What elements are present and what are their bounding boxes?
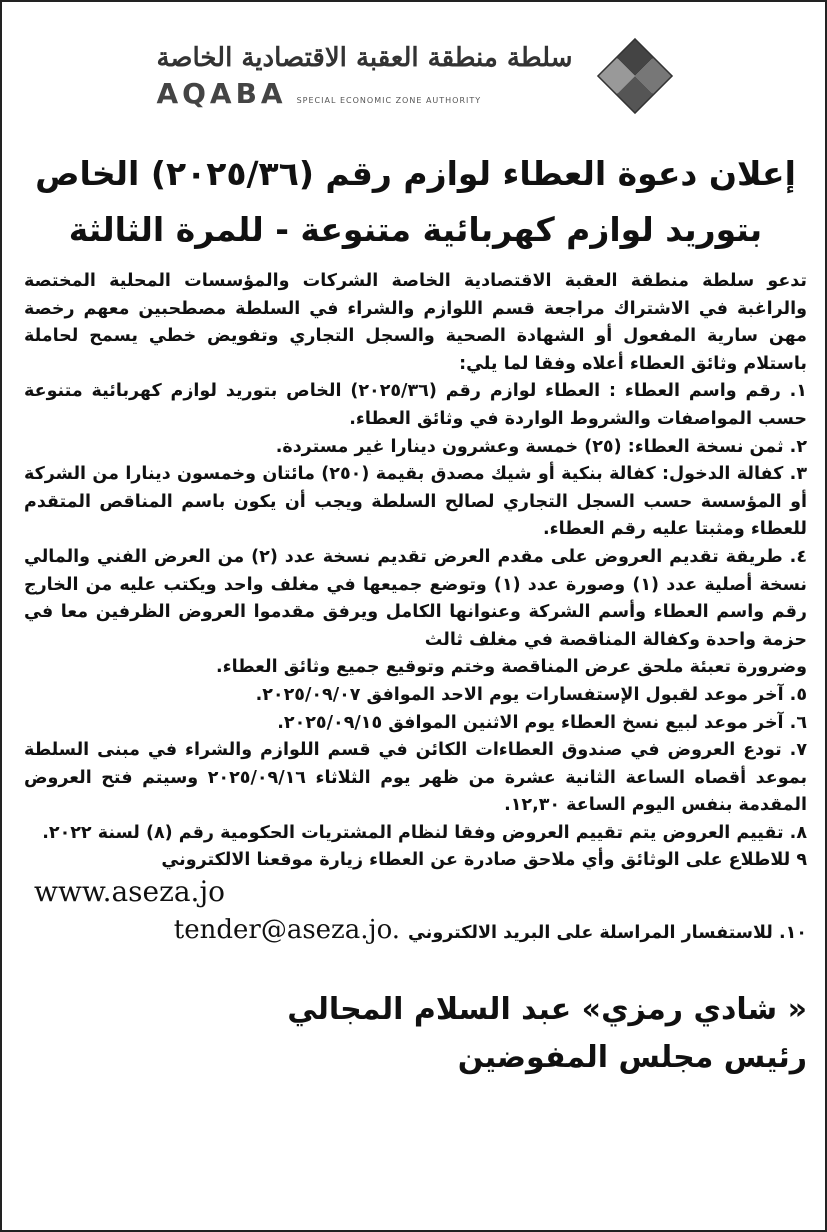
condition-item: ٥. آخر موعد لقبول الإستفسارات يوم الاحد الموافق ٢٠٢٥/٠٩/٠٧. xyxy=(255,684,807,705)
logo-english-name: AQABA xyxy=(156,76,287,110)
condition-item: ٤. طريقة تقديم العروض على مقدم العرض تقديم نسخة عدد (٢) من العرض الفني والمالي نسخة أصلية عدد (١) وصورة عدد (١) وتوضع جميعها في مغلف واحد ويكتب عليه من الخارج رقم واسم العطاء وأسم الشركة وعنوانها الكامل ويرفق مقدموا العروض الظرفين معا في حزمة واحدة وكفالة المناقصة في مغلف ثالث xyxy=(24,546,807,650)
logo-english-row xyxy=(156,77,481,110)
condition-item: ٨. تقييم العروض يتم تقييم العروض وفقا لنظام المشتريات الحكومية رقم (٨) لسنة ٢٠٢٢. xyxy=(42,822,807,843)
website-link[interactable]: www.aseza.jo xyxy=(34,875,225,909)
logo-arabic-name: سلطة منطقة العقبة الاقتصادية الخاصة xyxy=(156,42,573,73)
logo-subtitle: SPECIAL ECONOMIC ZONE AUTHORITY xyxy=(296,95,482,105)
condition-item: ١. رقم واسم العطاء : العطاء لوازم رقم (٢٠٢٥/٣٦) الخاص بتوريد لوازم كهربائية متنوعة حسب المواصفات والشروط الواردة في وثائق العطاء. xyxy=(24,381,807,429)
condition-item: ٩ للاطلاع على الوثائق وأي ملاحق صادرة عن العطاء زيارة موقعنا الالكتروني xyxy=(161,850,807,871)
aseza-logo-icon xyxy=(595,36,675,116)
condition-item: ٧. تودع العروض في صندوق العطاءات الكائن في قسم اللوازم والشراء في مبنى السلطة بموعد أقصاه الساعة الثانية عشرة من ظهر يوم الثلاثاء ٢٠٢٥/٠٩/١٦ وسيتم فتح العروض المقدمة بنفس اليوم الساعة ١٢,٣٠. xyxy=(24,740,808,816)
title-line-2: بتوريد لوازم كهربائية متنوعة - للمرة الثالثة xyxy=(68,210,763,249)
intro-paragraph: تدعو سلطة منطقة العقبة الاقتصادية الخاصة الشركات والمؤسسات المحلية المختصة والراغبة في الاشتراك مراجعة قسم اللوازم والشراء في السلطة مصطحبين معهم رخصة مهن سارية المفعول أو الشهادة الصحية والسجل التجاري وتفويض خطي يسمح لحاملة باستلام وثائق العطاء أعلاه وفقا لما يلي: xyxy=(24,271,807,374)
conditions-list xyxy=(24,378,807,875)
condition-item: وضرورة تعبئة ملحق عرض المناقصة وختم وتوقيع جميع وثائق العطاء. xyxy=(215,657,807,678)
email-label: ١٠. للاستفسار المراسلة على البريد الالكتروني xyxy=(408,923,807,944)
signatory-name: « شادي رمزي» عبد السلام المجالي xyxy=(287,992,807,1028)
condition-item: ٢. ثمن نسخة العطاء: (٢٥) خمسة وعشرون دينارا غير مستردة. xyxy=(275,436,807,457)
announcement-title xyxy=(24,146,807,258)
header xyxy=(24,28,807,124)
condition-item: ٣. كفالة الدخول: كفالة بنكية أو شيك مصدق بقيمة (٢٥٠) مائتان وخمسون دينارا من الشركة أو المؤسسة حسب السجل التجاري لصالح السلطة ويجب أن يكون باسم المناقص المتقدم للعطاء ومثبتا عليه رقم العطاء. xyxy=(24,464,807,540)
signature-block xyxy=(24,986,807,1082)
title-line-1: إعلان دعوة العطاء لوازم رقم (٢٠٢٥/٣٦) الخاص xyxy=(35,154,796,193)
logo-text xyxy=(156,43,572,110)
email-line xyxy=(24,913,807,950)
condition-item: ٦. آخر موعد لبيع نسخ العطاء يوم الاثنين الموافق ٢٠٢٥/٠٩/١٥. xyxy=(277,712,807,733)
signatory-title: رئيس مجلس المفوضين xyxy=(457,1040,807,1076)
email-link[interactable]: tender@aseza.jo. xyxy=(173,915,401,946)
